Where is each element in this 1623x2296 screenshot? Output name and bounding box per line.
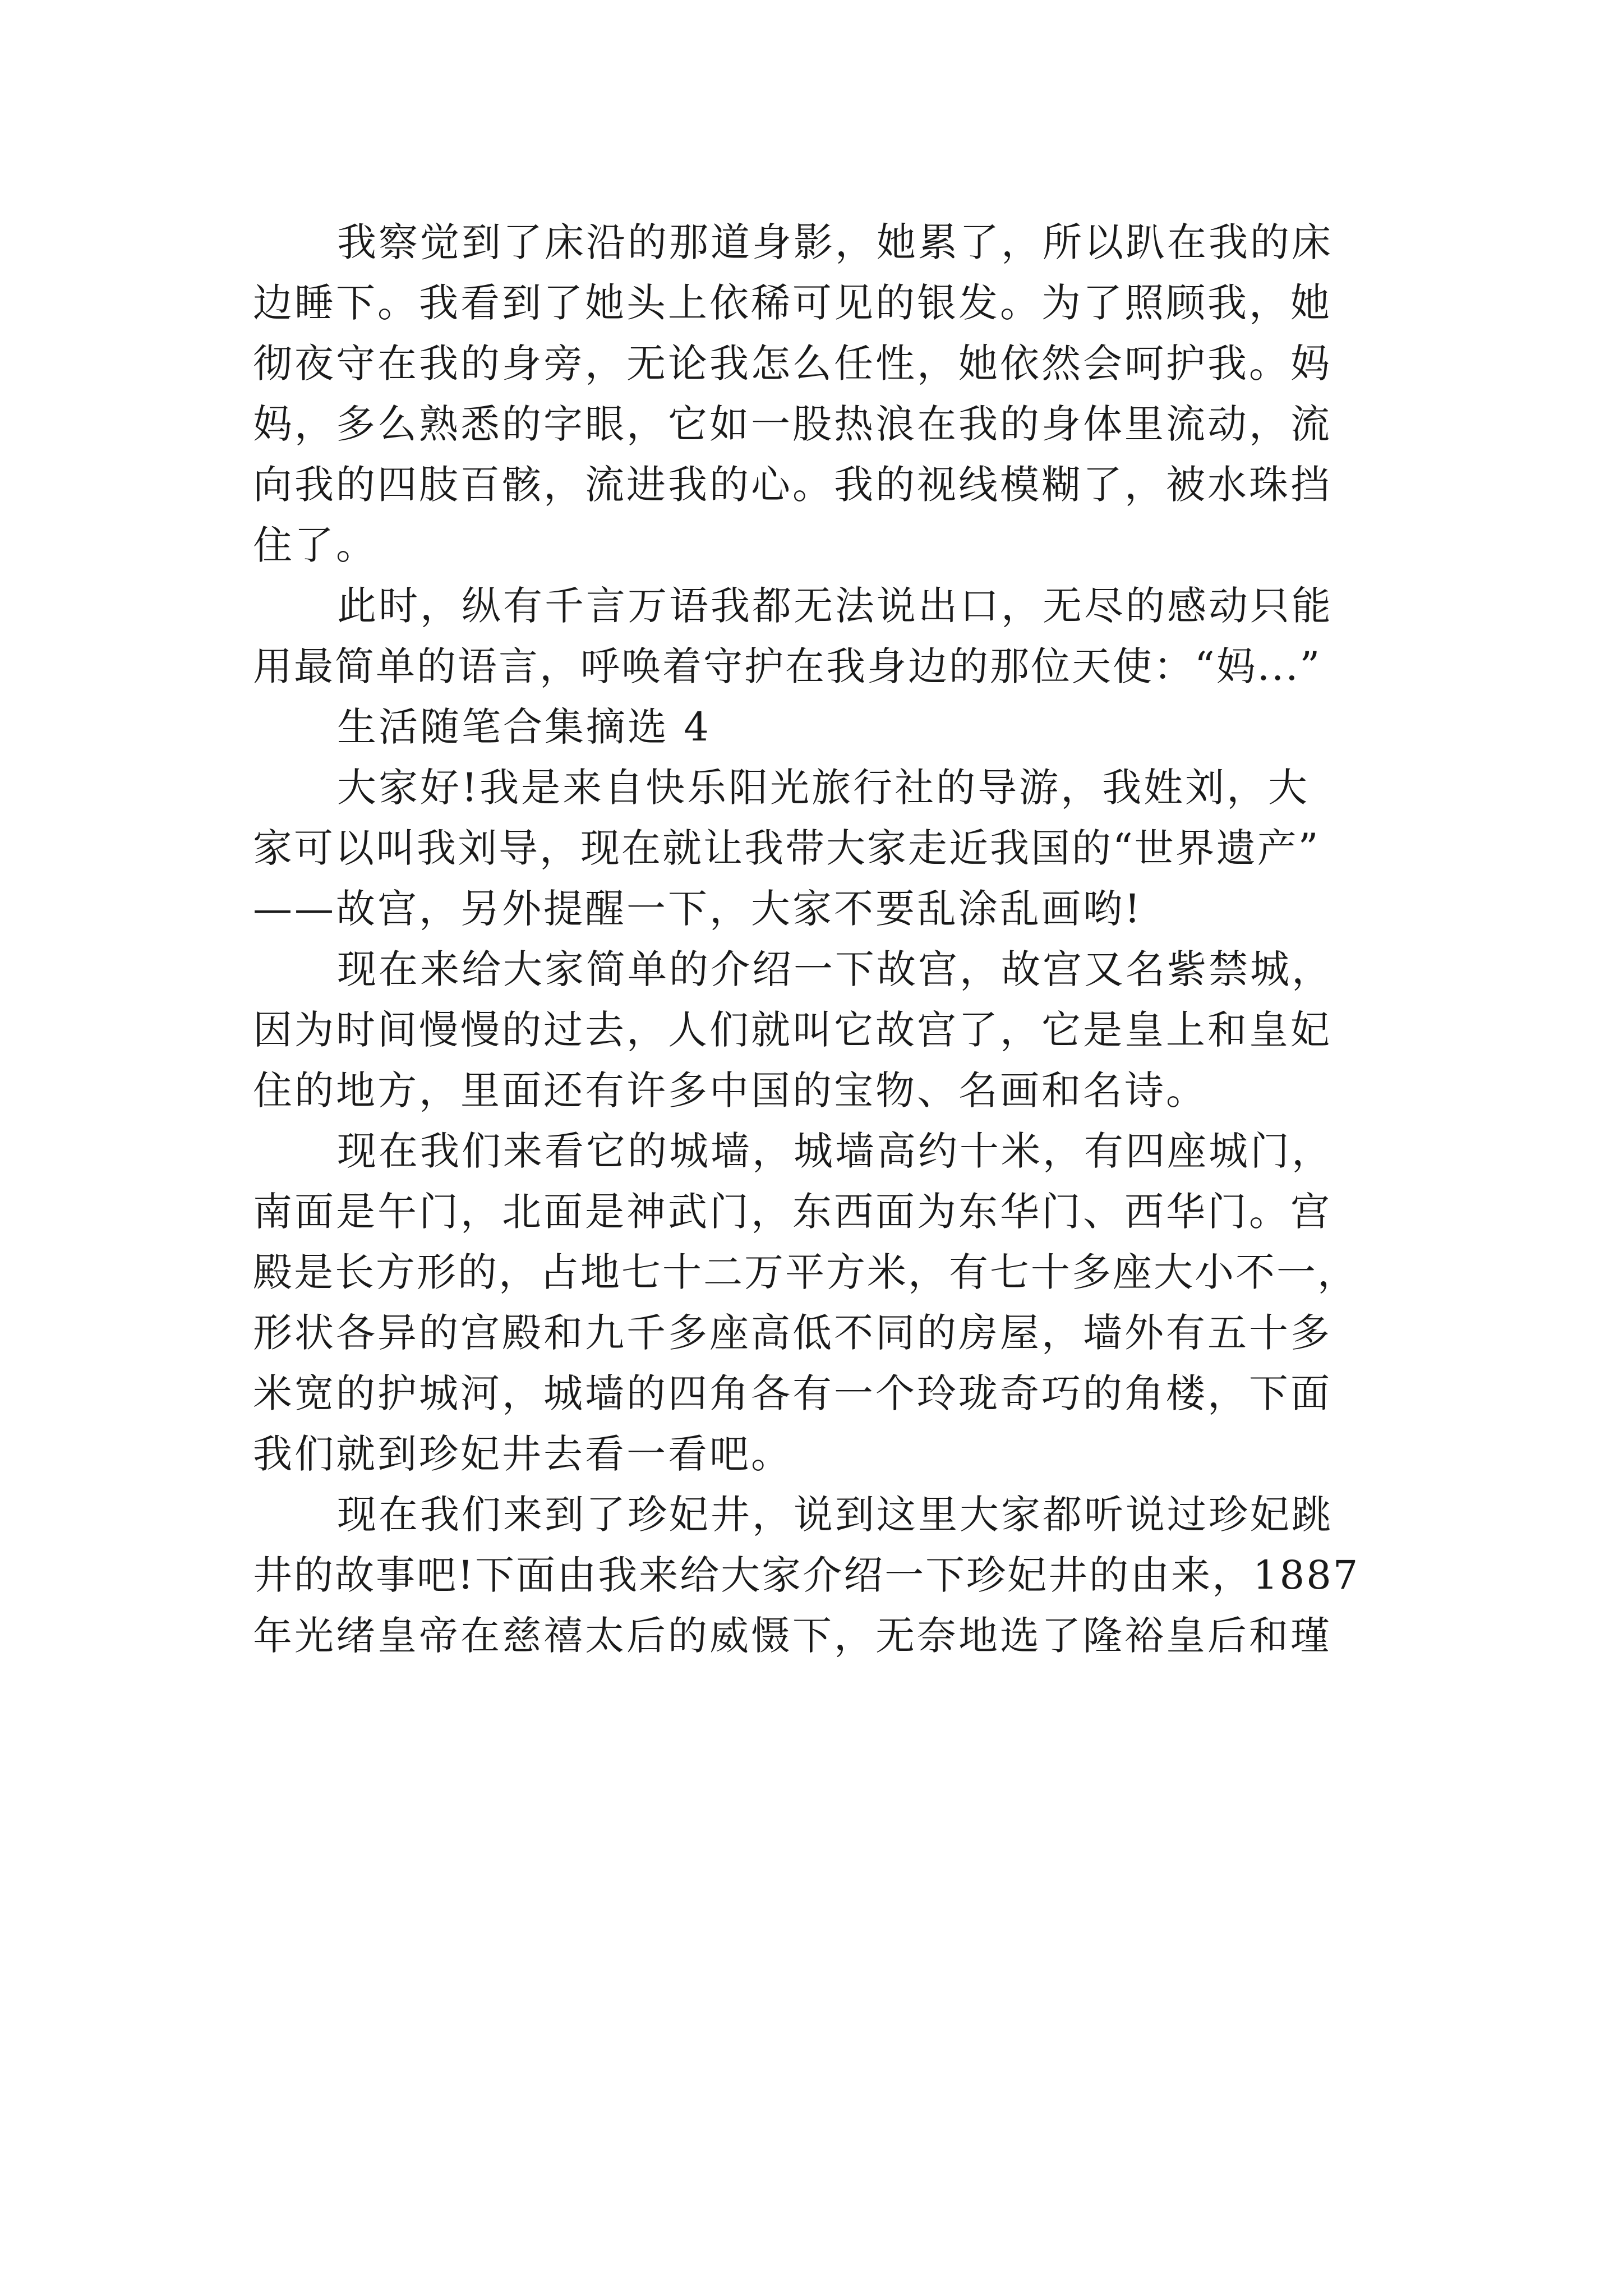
text-line: 彻夜守在我的身旁，无论我怎么任性，她依然会呵护我。妈 (253, 341, 1332, 386)
text-line: 殿是长方形的，占地七十二万平方米，有七十多座大小不一， (253, 1249, 1358, 1295)
paragraph (253, 1484, 1373, 1666)
text-line: 南面是午门，北面是神武门，东西面为东华门、西华门。宫 (253, 1189, 1332, 1235)
text-line: 妈，多么熟悉的字眼，它如一股热浪在我的身体里流动，流 (253, 401, 1332, 447)
heading-line: 生活随笔合集摘选 4 (337, 704, 711, 750)
text-line: 井的故事吧!下面由我来给大家介绍一下珍妃井的由来，1887 (253, 1552, 1360, 1598)
text-line: 米宽的护城河，城墙的四角各有一个玲珑奇巧的角楼，下面 (253, 1370, 1332, 1416)
text-line: 我察觉到了床沿的那道身影，她累了，所以趴在我的床 (337, 219, 1333, 265)
text-line: 住了。 (253, 522, 377, 568)
text-line: 现在我们来到了珍妃井，说到这里大家都听说过珍妃跳 (337, 1492, 1333, 1538)
text-line: ——故宫，另外提醒一下，大家不要乱涂乱画哟! (253, 886, 1143, 932)
paragraph (253, 1121, 1373, 1484)
text-line: 因为时间慢慢的过去，人们就叫它故宫了，它是皇上和皇妃 (253, 1007, 1332, 1053)
text-line: 形状各异的宫殿和九千多座高低不同的房屋，墙外有五十多 (253, 1310, 1332, 1356)
paragraph (253, 212, 1373, 576)
text-line: 边睡下。我看到了她头上依稀可见的银发。为了照顾我，她 (253, 280, 1332, 326)
text-line: 用最简单的语言，呼唤着守护在我身边的那位天使：“妈...” (253, 643, 1322, 689)
paragraph (253, 939, 1373, 1121)
text-line: 现在我们来看它的城墙，城墙高约十米，有四座城门， (337, 1128, 1333, 1174)
text-line: 大家好!我是来自快乐阳光旅行社的导游，我姓刘，大 (337, 765, 1310, 811)
section-heading (253, 697, 1373, 757)
text-line: 此时，纵有千言万语我都无法说出口，无尽的感动只能 (337, 583, 1333, 629)
paragraph (253, 576, 1373, 697)
text-line: 家可以叫我刘导，现在就让我带大家走近我国的“世界遗产” (253, 825, 1320, 871)
text-line: 我们就到珍妃井去看一看吧。 (253, 1431, 792, 1477)
text-line: 年光绪皇帝在慈禧太后的威慑下，无奈地选了隆裕皇后和瑾 (253, 1613, 1332, 1659)
paragraph (253, 757, 1373, 939)
document-body (253, 212, 1373, 1666)
text-line: 现在来给大家简单的介绍一下故宫，故宫又名紫禁城， (337, 946, 1333, 992)
text-line: 住的地方，里面还有许多中国的宝物、名画和名诗。 (253, 1068, 1207, 1114)
text-line: 向我的四肢百骸，流进我的心。我的视线模糊了，被水珠挡 (253, 462, 1332, 508)
